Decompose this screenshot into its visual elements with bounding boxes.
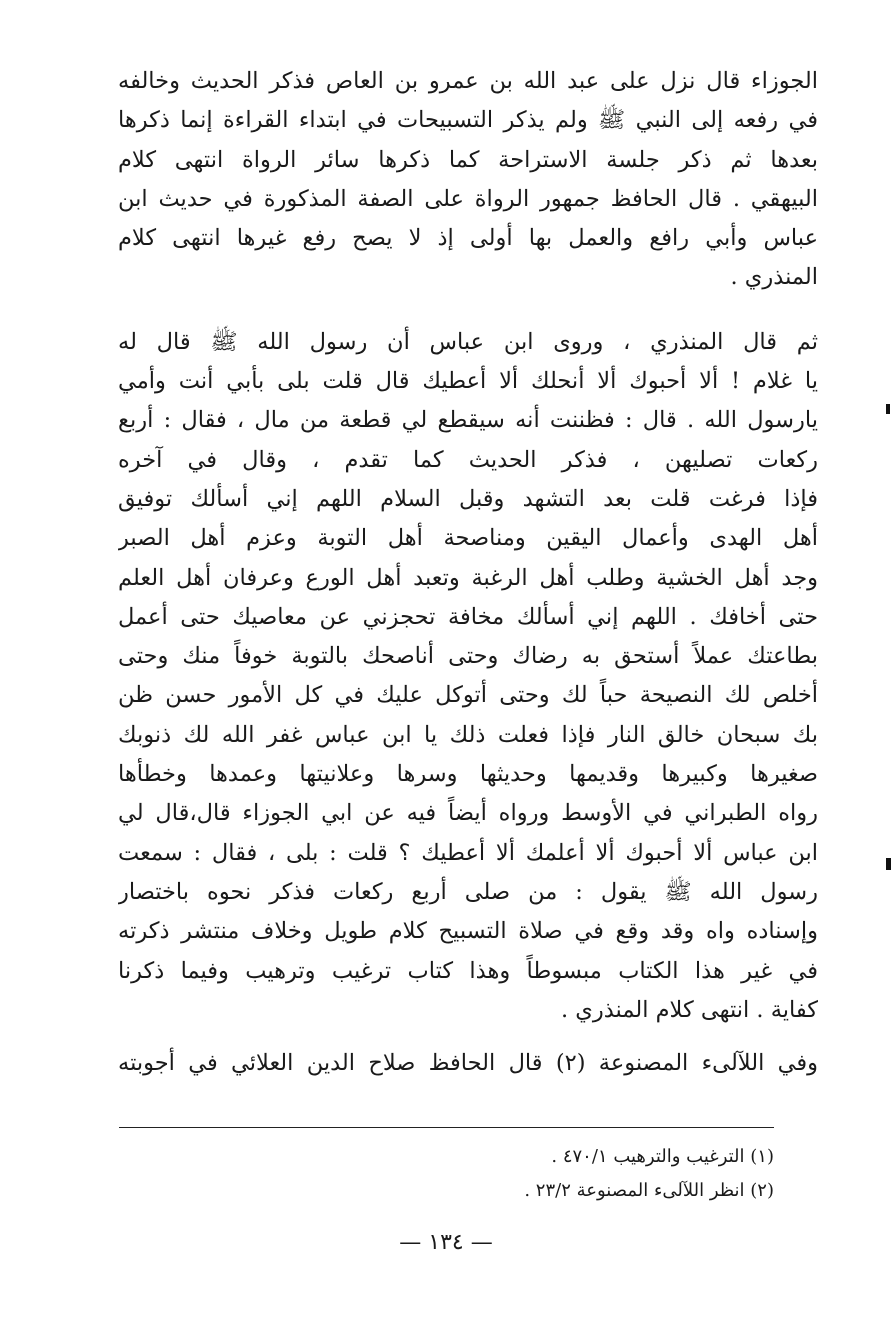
footnote-2: (٢) انظر اللآلىء المصنوعة ٢٣/٢ .: [524, 1180, 774, 1201]
text-line: المنذري .: [730, 264, 818, 291]
text-line: صغيرها وكبيرها وقديمها وحديثها وسرها وعلانيتها وعمدها وخطأها: [118, 761, 818, 788]
text-line: عباس وأبي رافع والعمل بها أولى إذ لا يصح رفع غيرها انتهى كلام: [118, 225, 818, 252]
text-line: ابن عباس ألا أحبوك ألا أعلمك ألا أعطيك ؟ قلت : بلى ، فقال : سمعت: [118, 839, 818, 866]
margin-mark: [886, 404, 890, 414]
page-body: [118, 62, 818, 1083]
text-line: أخلص لك النصيحة حباً لك وحتى أتوكل عليك في كل الأمور حسن ظن: [118, 682, 818, 709]
paragraph-2: [118, 323, 818, 1030]
text-line: فإذا فرغت قلت بعد التشهد وقبل السلام اللهم إني أسألك توفيق: [118, 485, 818, 512]
text-line: ثم قال المنذري ، وروى ابن عباس أن رسول الله ﷺ قال له: [118, 328, 818, 355]
text-line: وفي اللآلىء المصنوعة (٢) قال الحافظ صلاح الدين العلائي في أجوبته: [118, 1050, 818, 1077]
text-line: حتى أخافك . اللهم إني أسألك مخافة تحجزني عن معاصيك حتى أعمل: [118, 603, 818, 630]
text-line: رواه الطبراني في الأوسط ورواه أيضاً فيه عن ابي الجوزاء قال،قال لي: [118, 800, 818, 827]
text-line: يا غلام ! ألا أحبوك ألا أنحلك ألا أعطيك قال قلت بلى بأبي أنت وأمي: [118, 368, 818, 395]
paragraph-spacer: [118, 1030, 818, 1044]
footnote-1: (١) الترغيب والترهيب ٤٧٠/١ .: [551, 1146, 774, 1167]
text-line: يارسول الله . قال : فظننت أنه سيقطع لي قطعة من مال ، فقال : أربع: [118, 407, 818, 434]
page-number: — ١٣٤ —: [399, 1230, 493, 1255]
text-line: أهل الهدى وأعمال اليقين ومناصحة أهل التوبة وعزم أهل الصبر: [118, 525, 818, 552]
text-line: وإسناده واه وقد وقع في صلاة التسبيح كلام طويل وخلاف منتشر ذكرته: [118, 918, 818, 945]
margin-mark: [886, 858, 891, 870]
paragraph-spacer: [118, 298, 818, 323]
paragraph-1: [118, 62, 818, 298]
text-line: في غير هذا الكتاب مبسوطاً وهذا كتاب ترغيب وترهيب وفيما ذكرنا: [118, 957, 818, 984]
text-line: ركعات تصليهن ، فذكر الحديث كما تقدم ، وقال في آخره: [118, 446, 818, 473]
text-line: كفاية . انتهى كلام المنذري .: [560, 996, 818, 1023]
footnotes: [119, 1140, 774, 1208]
footnote-separator: [119, 1127, 774, 1128]
text-line: بك سبحان خالق النار فإذا فعلت ذلك يا ابن عباس غفر الله لك ذنوبك: [118, 721, 818, 748]
paragraph-3: [118, 1044, 818, 1083]
text-line: في رفعه إلى النبي ﷺ ولم يذكر التسبيحات في ابتداء القراءة إنما ذكرها: [118, 107, 818, 134]
text-line: بطاعتك عملاً أستحق به رضاك وحتى أناصحك بالتوبة خوفاً منك وحتى: [118, 643, 818, 670]
text-line: وجد أهل الخشية وطلب أهل الرغبة وتعبد أهل الورع وعرفان أهل العلم: [118, 564, 818, 591]
text-line: البيهقي . قال الحافظ جمهور الرواة على الصفة المذكورة في حديث ابن: [118, 185, 818, 212]
text-line: بعدها ثم ذكر جلسة الاستراحة كما ذكرها سائر الرواة انتهى كلام: [118, 146, 818, 173]
text-line: رسول الله ﷺ يقول : من صلى أربع ركعات فذكر نحوه باختصار: [118, 878, 818, 905]
text-line: الجوزاء قال نزل على عبد الله بن عمرو بن العاص فذكر الحديث وخالفه: [118, 68, 818, 94]
